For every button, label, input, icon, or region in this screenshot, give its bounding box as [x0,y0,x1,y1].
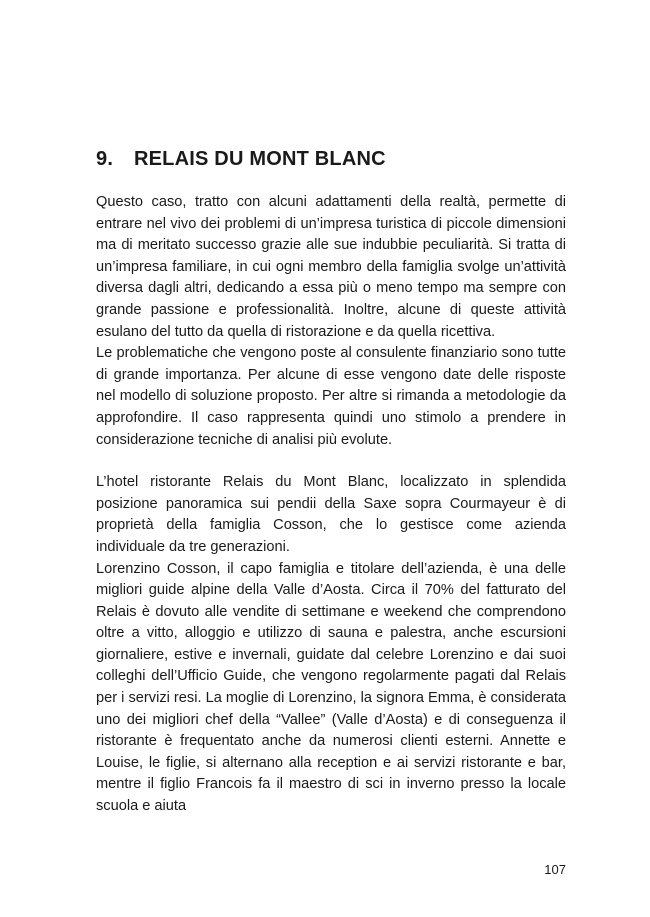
paragraph-family: Lorenzino Cosson, il capo famiglia e titolare dell’azienda, è una delle migliori guide alpine della Valle d’Aosta. Circa il 70% del fatturato del Relais è dovuto alle vendite di settimane e weekend che comprendono oltre a vitto, alloggio e utilizzo di sauna e palestra, anche escursioni giornaliere, estive e invernali, guidate dal celebre Lorenzino e dai suoi colleghi dell’Ufficio Guide, che vengono regolarmente pagati dal Relais per i servizi resi. La moglie di Lorenzino, la signora Emma, è considerata uno dei migliori chef della “Vallee” (Valle d’Aosta) e di conseguenza il ristorante è frequentato anche da numerosi clienti esterni. Annette e Louise, le figlie, si alternano alla reception e ai servizi ristorante e bar, mentre il figlio Francois fa il maestro di sci in inverno presso la locale scuola e aiuta [96,560,566,815]
chapter-heading [96,148,566,171]
paragraph-problems: Le problematiche che vengono poste al consulente finanziario sono tutte di grande importanza. Per alcune di esse vengono date delle risposte nel modello di soluzione proposto. Per altre si rimanda a metodologie da approfondire. Il caso rappresenta quindi uno stimolo a prendere in considerazione tecniche di analisi più evolute. [96,345,566,448]
paragraph-intro: Questo caso, tratto con alcuni adattamenti della realtà, permette di entrare nel vivo dei problemi di un’impresa turistica di piccole dimensioni ma di meritato successo grazie alle sue indubbie peculiarità. Si tratta di un’impresa familiare, in cui ogni membro della famiglia svolge un’attività diversa dagli altri, dedicando a essa più o meno tempo ma sempre con grande passione e professionalità. Inoltre, alcune di queste attività esulano del tutto da quella di ristorazione e da quella ricettiva. [96,194,566,340]
paragraph-hotel: L’hotel ristorante Relais du Mont Blanc, localizzato in splendida posizione panoramica sui pendii della Saxe sopra Courmayeur è di proprietà della famiglia Cosson, che lo gestisce come azienda individuale da tre generazioni. [96,474,566,555]
page-number: 107 [544,862,566,877]
chapter-body [96,192,566,818]
chapter-title: RELAIS DU MONT BLANC [134,148,386,170]
chapter-number: 9. [96,148,114,170]
